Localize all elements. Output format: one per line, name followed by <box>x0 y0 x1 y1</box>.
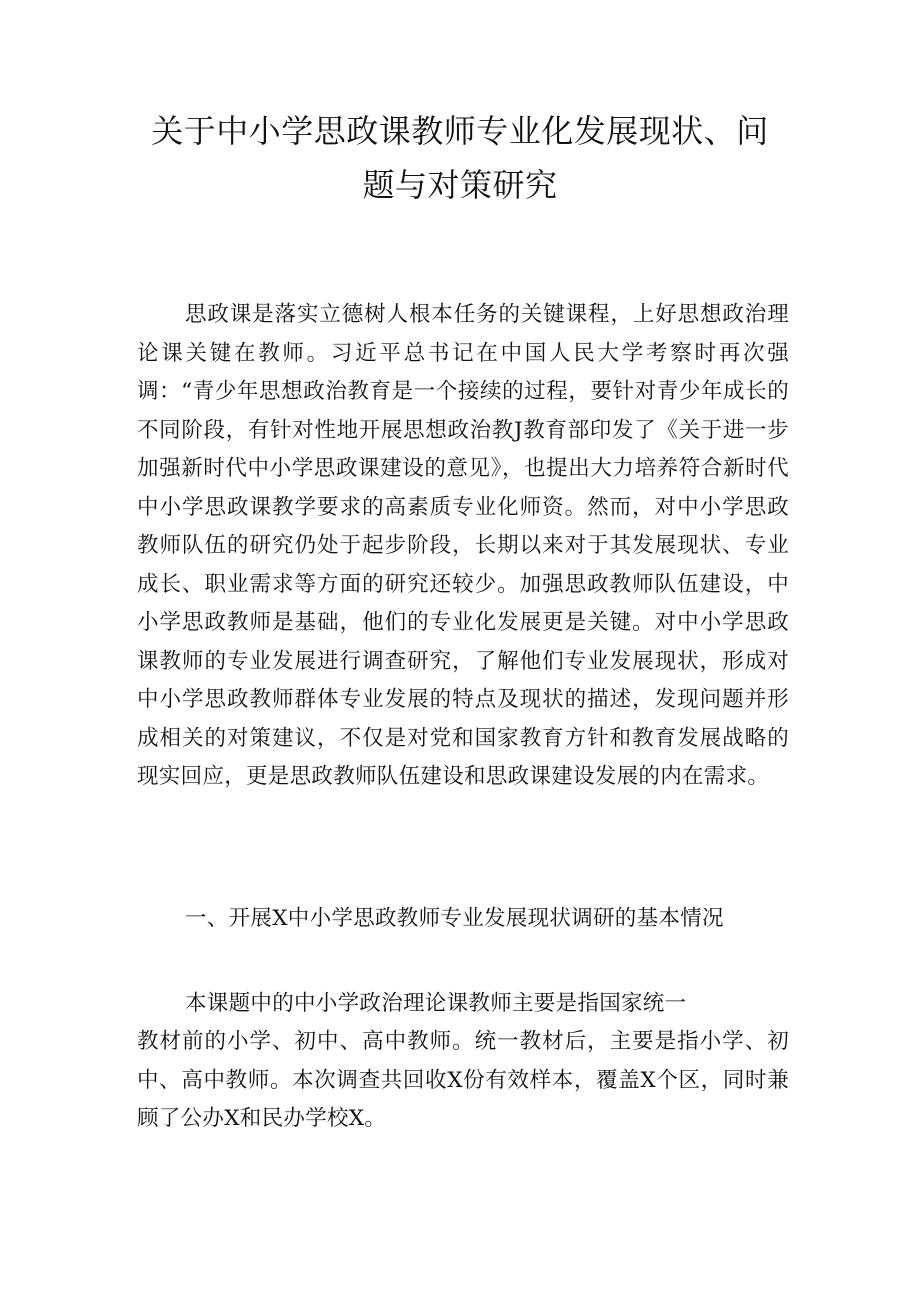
section-paragraph-first-line: 本课题中的中小学政治理论课教师主要是指国家统一 <box>185 991 687 1016</box>
intro-paragraph: 思政课是落实立德树人根本任务的关键课程，上好思想政治理论课关键在教师。习近平总书记在中国人民大学考察时再次强调：“青少年思想政治教育是一个接续的过程，要针对青少年成长的不同阶段，有针对性地开展思想政治教J教育部印发了《关于进一步加强新时代中小学思政课建设的意见》，也提出大力培养符合新时代中小学思政课教学要求的高素质专业化师资。然而，对中小学思政教师队伍的研究仍处于起步阶段，长期以来对于其发展现状、专业成长、职业需求等方面的研究还较少。加强思政教师队伍建设，中小学思政教师是基础，他们的专业化发展更是关键。对中小学思政课教师的专业发展进行调查研究，了解他们专业发展现状，形成对中小学思政教师群体专业发展的特点及现状的描述，发现问题并形成相关的对策建议，不仅是对党和国家教育方针和教育发展战略的现实回应，更是思政教师队伍建设和思政课建设发展的内在需求。 <box>137 302 789 789</box>
document-title <box>120 104 800 212</box>
section-heading-1: 一、开展X中小学思政教师专业发展现状调研的基本情况 <box>185 906 724 931</box>
title-line-1: 关于中小学思政课教师专业化发展现状、问 <box>151 112 769 150</box>
section-paragraph-continued: 教材前的小学、初中、高中教师。统一教材后，主要是指小学、初中、高中教师。本次调查共回收X份有效样本，覆盖X个区，同时兼顾了公办X和民办学校X。 <box>137 1029 789 1131</box>
title-line-2: 题与对策研究 <box>362 166 558 204</box>
